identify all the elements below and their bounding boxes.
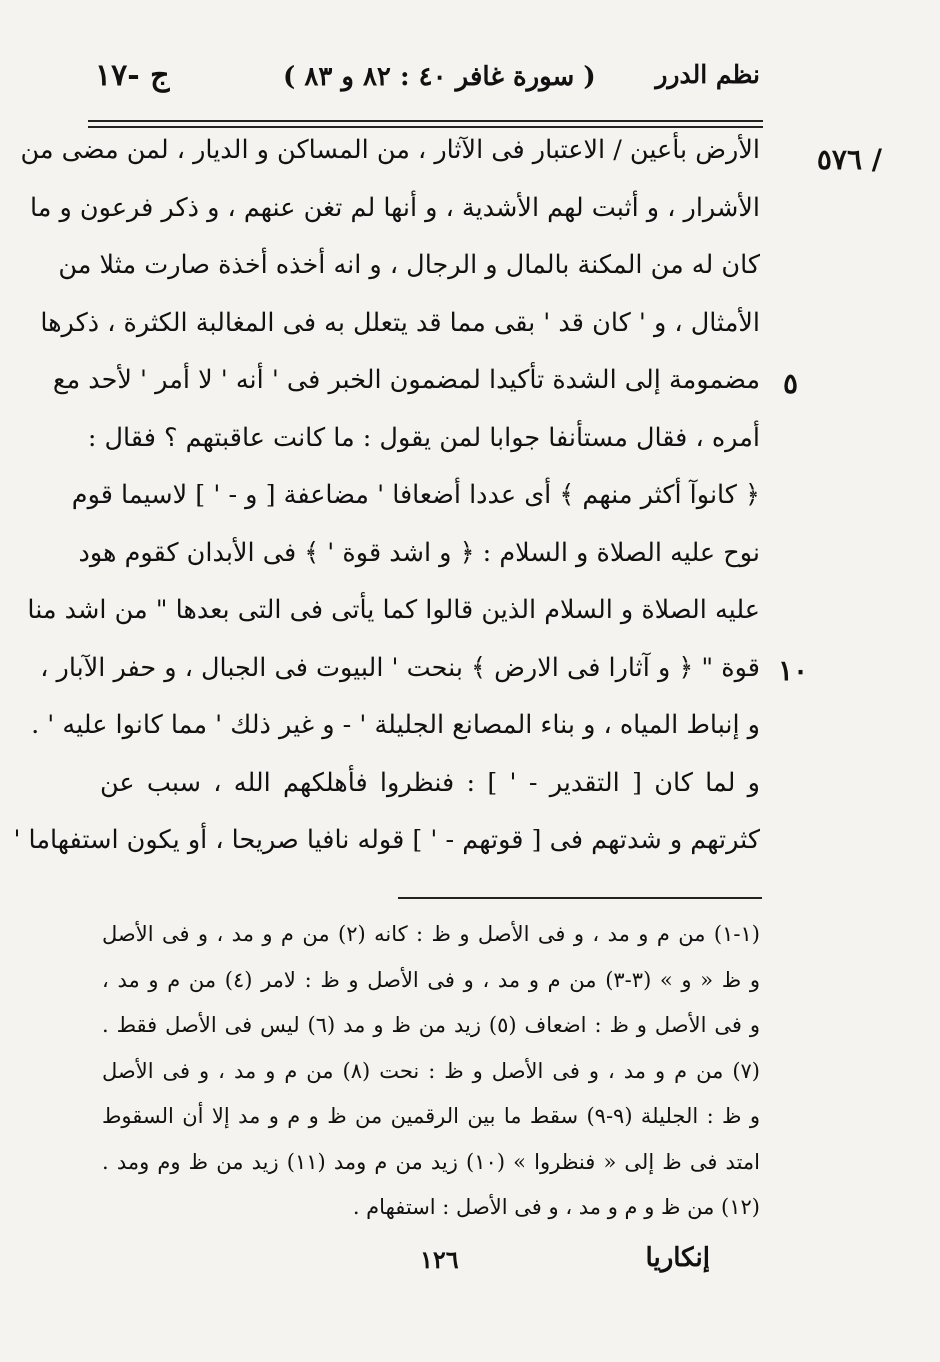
volume-label: ج -١٧: [95, 58, 170, 93]
footnote-separator: [398, 897, 762, 899]
text-line: نوح عليه الصلاة و السلام : ﴿ و اشد قوة ' ﴾ فى الأبدان كقوم هود: [78, 537, 760, 568]
footnote-line: امتد فى ظ إلى « فنظروا » (١٠) زيد من م ومد (١١) زيد من ظ وم ومد .: [102, 1149, 760, 1174]
text-line: ﴿ كانوآ أكثر منهم ﴾ أى عددا أضعافا ' مضاعفة [ و - ' ] لاسيما قوم: [71, 480, 760, 510]
surah-reference: ( سورة غافر ٤٠ : ٨٢ و ٨٣ ): [283, 62, 596, 92]
footnote-line: و ظ « و » (٣-٣) من م و مد ، و فى الأصل و ظ : لامر (٤) من م و مد ،: [102, 967, 760, 992]
text-line: الأرض بأعين / الاعتبار فى الآثار ، من المساكن و الديار ، لمن مضى من: [20, 135, 760, 165]
text-line: كان له من المكنة بالمال و الرجال ، و انه أخذه أخذة صارت مثلا من: [58, 250, 760, 280]
main-text: [13, 122, 760, 870]
catchword: إنكاريا: [645, 1243, 710, 1273]
book-title: نظم الدرر: [655, 60, 760, 89]
margin-line-10: ١٠: [778, 654, 809, 687]
text-line: عليه الصلاة و السلام الذين قالوا كما يأتى فى التى بعدها " من اشد منا: [27, 595, 760, 625]
text-line: قوة " ﴿ و آثارا فى الارض ﴾ بنحت ' البيوت فى الجبال ، و حفر الآبار ،: [40, 652, 760, 683]
footnote-line: و فى الأصل و ظ : اضعاف (٥) زيد من ظ و مد (٦) ليس فى الأصل فقط .: [102, 1013, 760, 1037]
text-line: الأشرار ، و أثبت لهم الأشدية ، و أنها لم تغن عنهم ، و ذكر فرعون و ما: [29, 192, 760, 223]
page-footer: [130, 1245, 710, 1281]
page-number: ١٢٦: [420, 1245, 459, 1274]
footnote-line: (٧) من م و مد ، و فى الأصل و ظ : نحت (٨) من م و مد ، و فى الأصل: [102, 1058, 760, 1083]
text-line: كثرتهم و شدتهم فى [ قوتهم - ' ] قوله نافيا صريحا ، أو يكون استفهاما ': [13, 825, 760, 855]
footnotes: [102, 912, 760, 1231]
text-line: أمره ، فقال مستأنفا جوابا لمن يقول : ما كانت عاقبتهم ؟ فقال :: [87, 422, 760, 453]
margin-page-ref: / ٥٧٦: [816, 143, 882, 176]
footnote-line: (١٢) من ظ و م و مد ، و فى الأصل : استفهام .: [352, 1195, 760, 1219]
text-line: و لما كان [ التقدير - ' ] : فنظروا فأهلكهم الله ، سبب عن: [100, 767, 760, 798]
text-line: مضمومة إلى الشدة تأكيدا لمضمون الخبر فى ' أنه ' لا أمر ' لأحد مع: [52, 365, 760, 395]
text-line: الأمثال ، و ' كان قد ' بقى مما قد يتعلل به فى المغالبة الكثرة ، ذكرها: [40, 307, 760, 338]
margin-line-5: ٥: [783, 367, 799, 400]
running-header: [95, 58, 760, 102]
footnote-line: و ظ : الجليلة (٩-٩) سقط ما بين الرقمين من ظ و م و مد إلا أن السقوط: [102, 1104, 760, 1128]
footnote-line: (١-١) من م و مد ، و فى الأصل و ظ : كانه (٢) من م و مد ، و فى الأصل: [102, 922, 760, 946]
text-line: و إنباط المياه ، و بناء المصانع الجليلة ' - و غير ذلك ' مما كانوا عليه ' .: [31, 710, 760, 740]
